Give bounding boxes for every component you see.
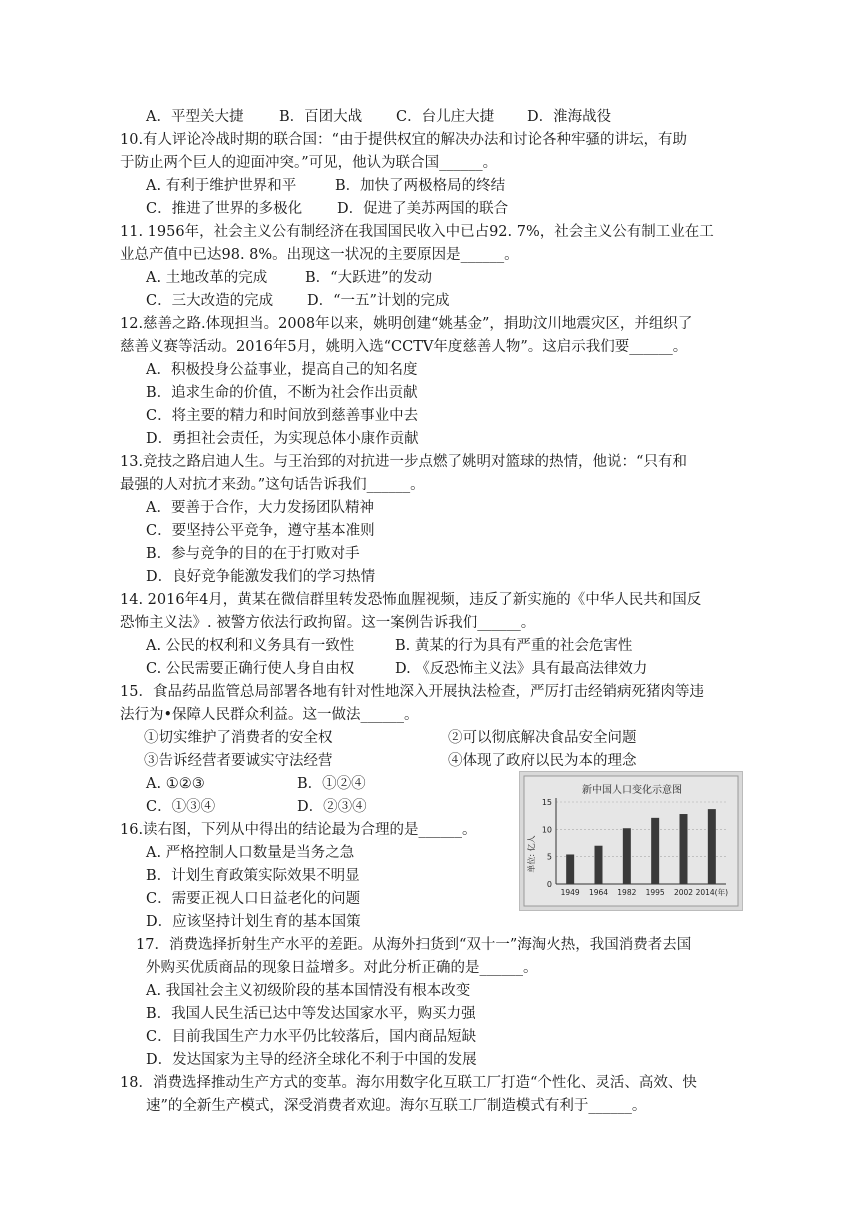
- q15-stem-line2: 法行为•保障人民群众利益。这一做法______。: [120, 707, 419, 723]
- q11-option-d: D．“一五”计划的完成: [307, 293, 450, 309]
- q17-option-d: D．发达国家为主导的经济全球化不利于中国的发展: [146, 1052, 477, 1068]
- q13-option-d: D．良好竞争能激发我们的学习热情: [146, 569, 376, 585]
- q18-stem-line2: 速”的全新生产模式，深受消费者欢迎。海尔互联工厂制造模式有利于______。: [146, 1098, 647, 1114]
- q10-option-d: D．促进了美苏两国的联合: [337, 201, 509, 217]
- q14-option-c: C. 公民需要正确行使人身自由权: [146, 661, 355, 677]
- population-chart: [519, 771, 743, 911]
- chart-x-tick-label: 1982: [617, 888, 637, 897]
- q14-option-b: B. 黄某的行为具有严重的社会危害性: [395, 638, 633, 654]
- q10-option-b: B．加快了两极格局的终结: [335, 178, 506, 194]
- chart-bar: [623, 828, 631, 884]
- q13-option-b: B．参与竞争的目的在于打败对手: [146, 546, 360, 562]
- q12-stem-line1: 12.慈善之路.体现担当。2008年以来，姚明创建“姚基金”，捐助汶川地震灾区，并组织了: [120, 316, 693, 332]
- chart-bar: [651, 818, 659, 884]
- q13-stem-line1: 13.竞技之路启迪人生。与王治郅的对抗进一步点燃了姚明对篮球的热情，他说：“只有和: [120, 454, 687, 470]
- q12-option-b: B．追求生命的价值，不断为社会作出贡献: [146, 385, 418, 401]
- q15-stem-line1: 15．食品药品监管总局部署各地有针对性地深入开展执法检查，严厉打击经销病死猪肉等违: [120, 684, 704, 700]
- q18-stem-line1: 18．消费选择推动生产方式的变革。海尔用数字化互联工厂打造“个性化、灵活、高效、快: [120, 1075, 697, 1091]
- q17-option-c: C．目前我国生产力水平仍比较落后，国内商品短缺: [146, 1029, 477, 1045]
- chart-y-tick-label: 10: [541, 825, 552, 835]
- q15-option-d: D．②③④: [297, 799, 367, 815]
- q12-option-d: D．勇担社会责任，为实现总体小康作贡献: [146, 431, 419, 447]
- q15-item-2: ②可以彻底解决食品安全问题: [448, 730, 637, 746]
- q13-stem-line2: 最强的人对抗才来劲。”这句话告诉我们______。: [120, 477, 425, 493]
- q12-option-c: C．将主要的精力和时间放到慈善事业中去: [146, 408, 419, 424]
- q12-option-a: A．积极投身公益事业，提高自己的知名度: [146, 362, 418, 378]
- q9-option-a: A．平型关大捷: [146, 109, 244, 125]
- q11-stem-line1: 11. 1956年，社会主义公有制经济在我国国民收入中已占92. 7%，社会主义公有制工业在工: [120, 224, 714, 240]
- q10-option-a: A. 有利于维护世界和平: [146, 178, 297, 194]
- q16-stem: 16.读右图，下列从中得出的结论最为合理的是______。: [120, 822, 477, 838]
- q13-option-c: C．要坚持公平竞争，遵守基本准则: [146, 523, 375, 539]
- q17-option-b: B．我国人民生活已达中等发达国家水平，购买力强: [146, 1006, 476, 1022]
- q9-option-d: D．淮海战役: [527, 109, 612, 125]
- q16-option-c: C．需要正视人口日益老化的问题: [146, 891, 361, 907]
- q13-option-a: A．要善于合作，大力发扬团队精神: [146, 500, 374, 516]
- q16-option-d: D．应该坚持计划生育的基本国策: [146, 914, 361, 930]
- q15-item-4: ④体现了政府以民为本的理念: [448, 753, 637, 769]
- q14-option-d: D. 《反恐怖主义法》具有最高法律效力: [395, 661, 648, 677]
- q9-option-c: C．台儿庄大捷: [396, 109, 495, 125]
- chart-y-tick-label: 0: [546, 880, 552, 889]
- chart-x-tick-label: 1964: [588, 888, 609, 897]
- q16-option-b: B．计划生育政策实际效果不明显: [146, 868, 360, 884]
- q17-stem-line1: 17．消费选择折射生产水平的差距。从海外扫货到“双十一”海淘火热，我国消费者去国: [136, 937, 692, 953]
- q10-option-c: C．推进了世界的多极化: [146, 201, 303, 217]
- q17-stem-line2: 外购买优质商品的现象日益增多。对此分析正确的是______。: [146, 960, 538, 976]
- chart-bar: [566, 854, 574, 884]
- q17-option-a: A. 我国社会主义初级阶段的基本国情没有根本改变: [146, 983, 471, 999]
- q14-option-a: A. 公民的权利和义务具有一致性: [146, 638, 355, 654]
- q12-stem-line2: 慈善义赛等活动。2016年5月，姚明入选“CCTV年度慈善人物”。这启示我们要______。: [120, 339, 688, 355]
- q15-option-b: B．①②④: [297, 776, 366, 792]
- q10-stem-line1: 10.有人评论冷战时期的联合国：“由于提供权宜的解决办法和讨论各种牢骚的讲坛，有助: [120, 132, 687, 148]
- q16-option-a: A. 严格控制人口数量是当务之急: [146, 845, 355, 861]
- chart-y-tick-label: 15: [541, 798, 552, 807]
- chart-x-tick-label: 1995: [645, 888, 665, 897]
- q11-stem-line2: 业总产值中已达98. 8%。出现这一状况的主要原因是______。: [120, 247, 519, 263]
- q15-item-1: ①切实维护了消费者的安全权: [144, 730, 333, 746]
- q14-stem-line1: 14. 2016年4月，黄某在微信群里转发恐怖血腥视频，违反了新实施的《中华人民共和国反: [120, 592, 702, 608]
- q11-option-c: C．三大改造的完成: [146, 293, 274, 309]
- q15-option-a: A. ①②③: [146, 776, 205, 792]
- chart-bar: [708, 809, 716, 884]
- chart-bar: [680, 814, 688, 884]
- chart-bar: [595, 846, 603, 884]
- q9-option-b: B．百团大战: [279, 109, 363, 125]
- chart-x-tick-label: 2002: [673, 888, 694, 897]
- q15-item-3: ③告诉经营者要诚实守法经营: [144, 753, 333, 769]
- population-chart-svg: [520, 772, 742, 910]
- chart-x-tick-label: 1949: [560, 888, 580, 897]
- q15-option-c: C．①③④: [146, 799, 216, 815]
- q11-option-a: A. 土地改革的完成: [146, 270, 268, 286]
- chart-y-tick-label: 5: [546, 852, 552, 862]
- q11-option-b: B．“大跃进”的发动: [305, 270, 432, 286]
- chart-title: 新中国人口变化示意图: [582, 785, 682, 796]
- chart-ylabel: 单位: 亿人: [527, 835, 536, 873]
- q10-stem-line2: 于防止两个巨人的迎面冲突。”可见，他认为联合国______。: [120, 155, 498, 171]
- q14-stem-line2: 恐怖主义法》. 被警方依法行政拘留。这一案例告诉我们______。: [120, 615, 536, 631]
- chart-x-tick-label: 2014(年): [695, 888, 729, 897]
